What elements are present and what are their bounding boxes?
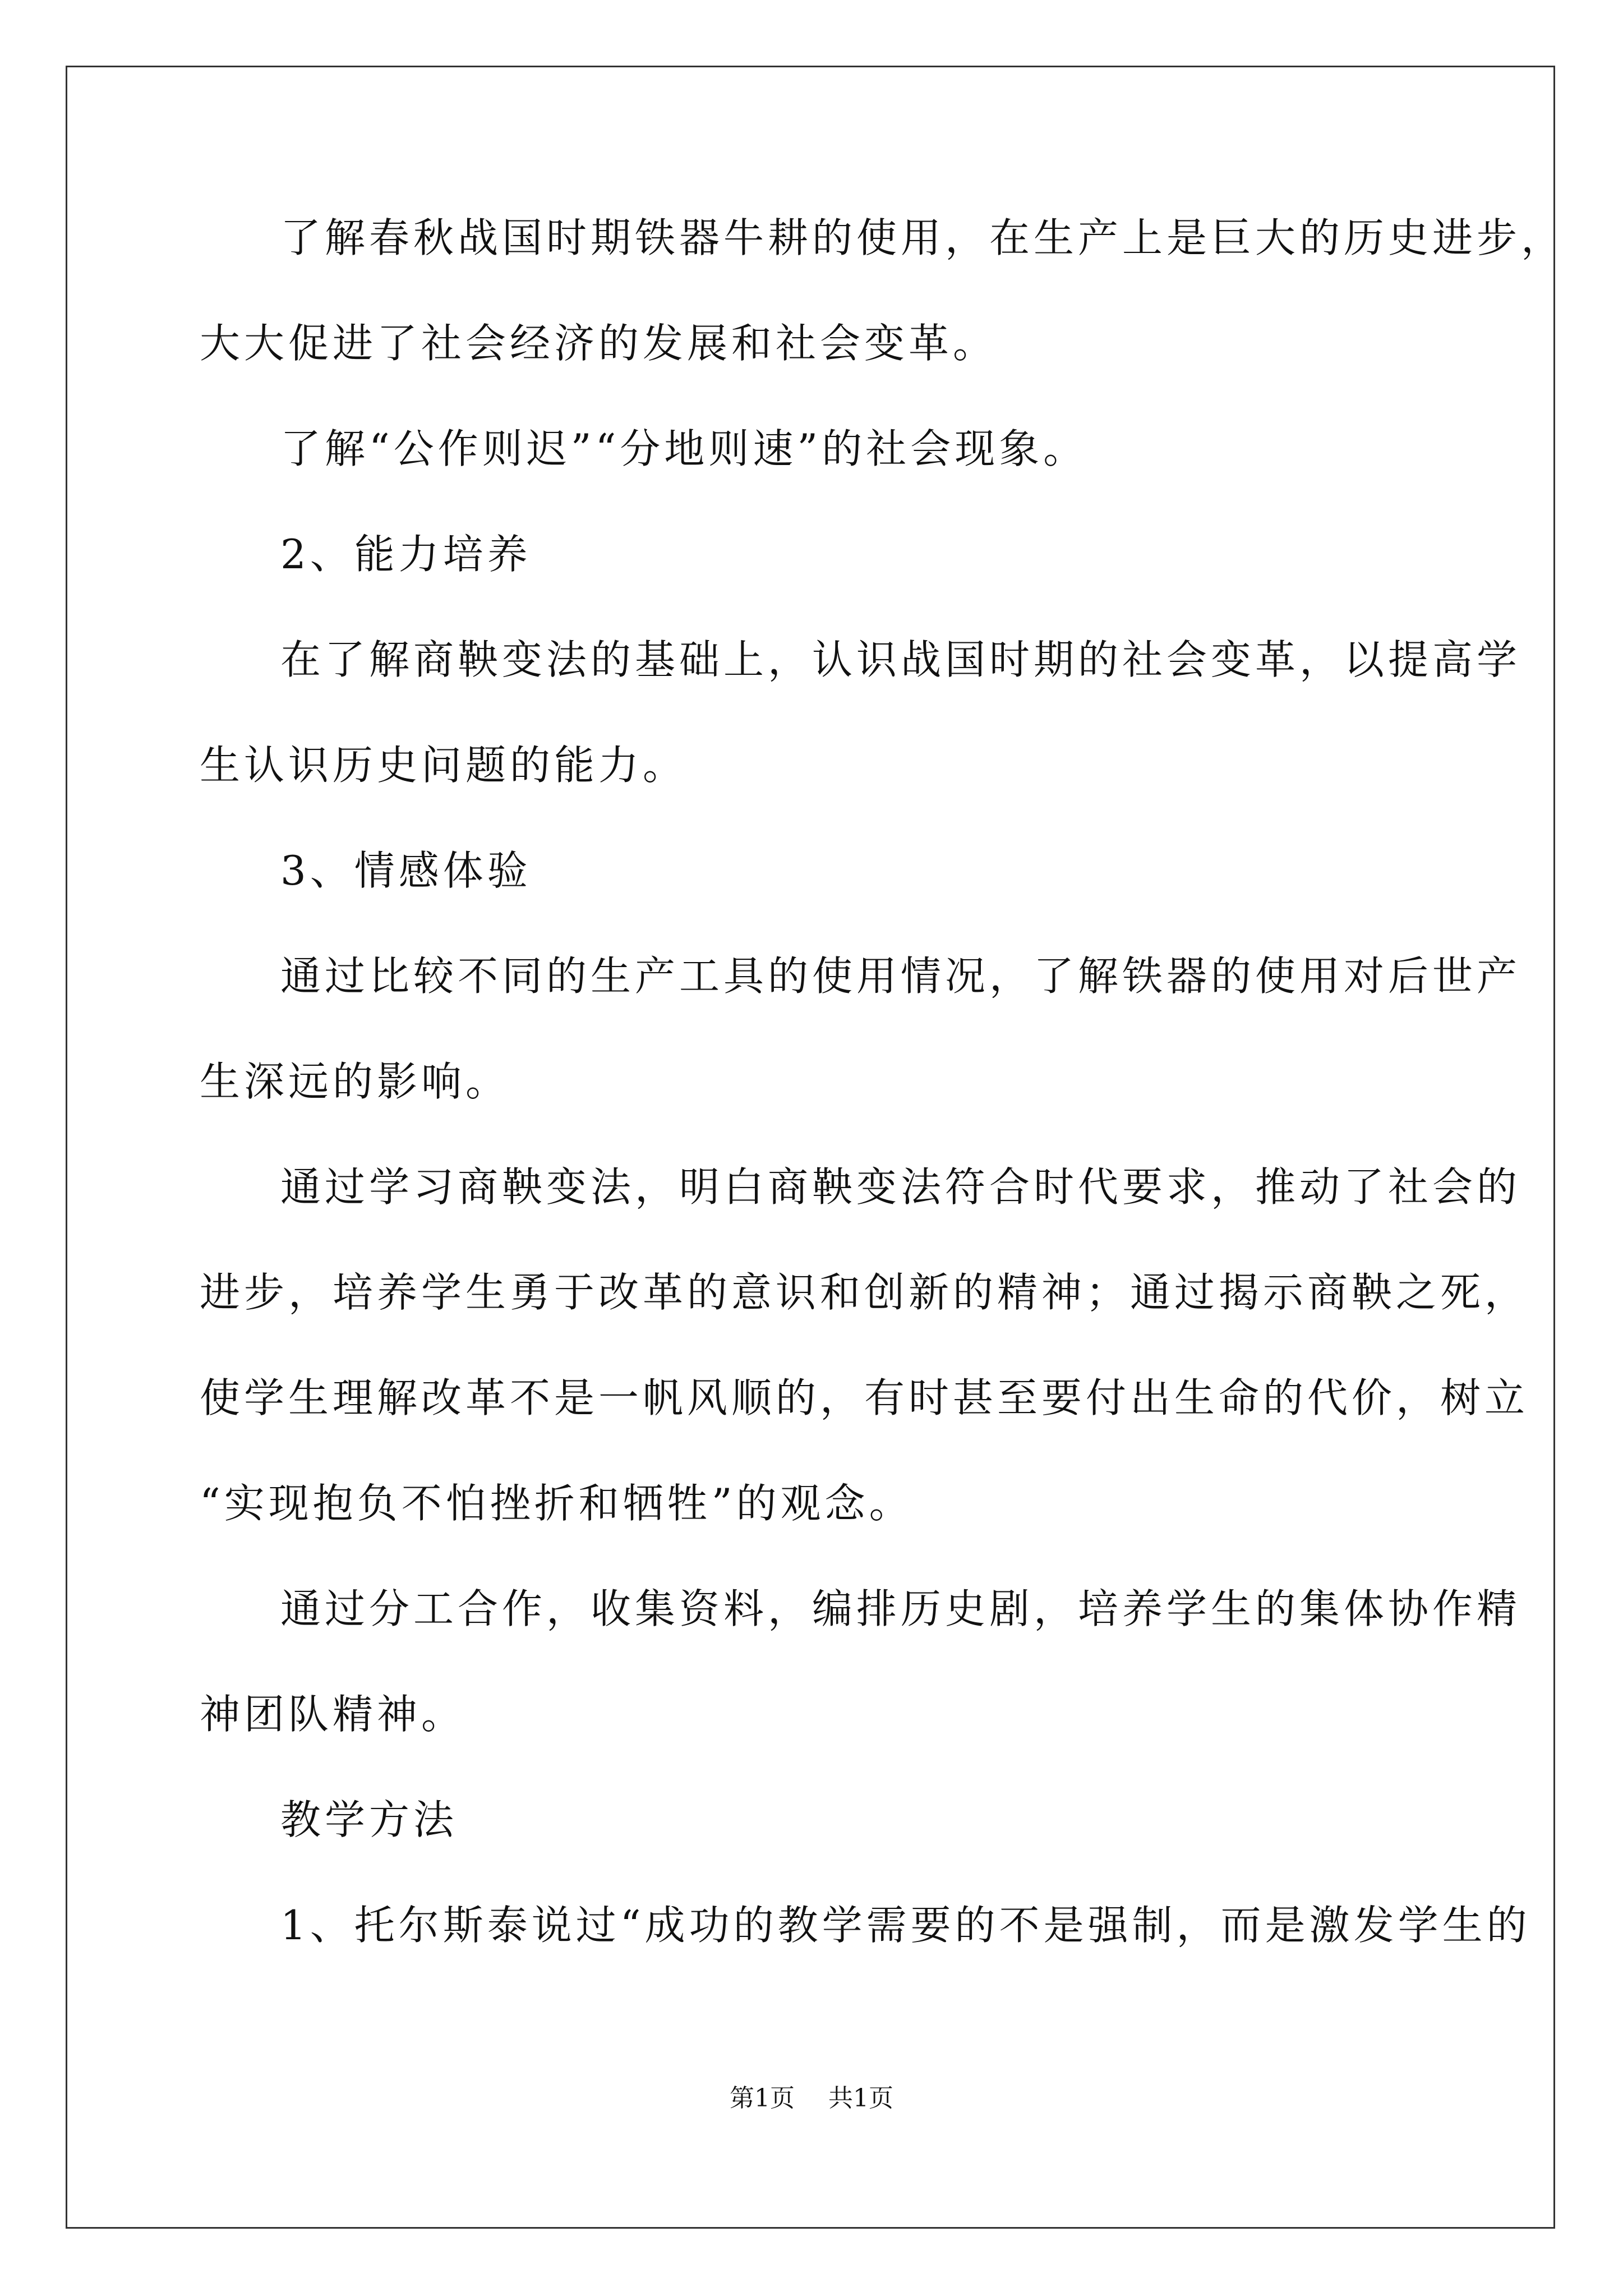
paragraph-line: 1、托尔斯泰说过“成功的教学需要的不是强制，而是激发学生的 [280,1902,1531,1949]
paragraph-line: 通过分工合作，收集资料，编排历史剧，培养学生的集体协作精 [280,1585,1521,1632]
page-footer [0,2082,1623,2115]
paragraph-line: 使学生理解改革不是一帆风顺的，有时甚至要付出生命的代价，树立 [200,1374,1529,1421]
paragraph-line: 通过学习商鞅变法，明白商鞅变法符合时代要求，推动了社会的 [280,1163,1521,1211]
page-total: 共1页 [828,2084,893,2113]
section-heading: 教学方法 [280,1796,458,1843]
paragraph-line: 了解春秋战国时期铁器牛耕的使用，在生产上是巨大的历史进步， [280,214,1566,261]
paragraph-line: 大大促进了社会经济的发展和社会变革。 [200,320,998,367]
paragraph-line: 生深远的影响。 [200,1058,510,1105]
paragraph-line: 在了解商鞅变法的基础上，认识战国时期的社会变革，以提高学 [280,636,1521,683]
paragraph-line: 了解“公作则迟”“分地则速”的社会现象。 [280,425,1088,472]
section-heading: 2、能力培养 [280,531,532,578]
paragraph-line: 生认识历史问题的能力。 [200,742,688,789]
page-number: 第1页 [730,2084,795,2113]
paragraph-line: 神团队精神。 [200,1691,466,1738]
section-heading: 3、情感体验 [280,847,532,894]
paragraph-line: 进步，培养学生勇于改革的意识和创新的精神；通过揭示商鞅之死， [200,1269,1529,1316]
paragraph-line: “实现抱负不怕挫折和牺牲”的观念。 [200,1480,914,1527]
paragraph-line: 通过比较不同的生产工具的使用情况，了解铁器的使用对后世产 [280,953,1521,1000]
